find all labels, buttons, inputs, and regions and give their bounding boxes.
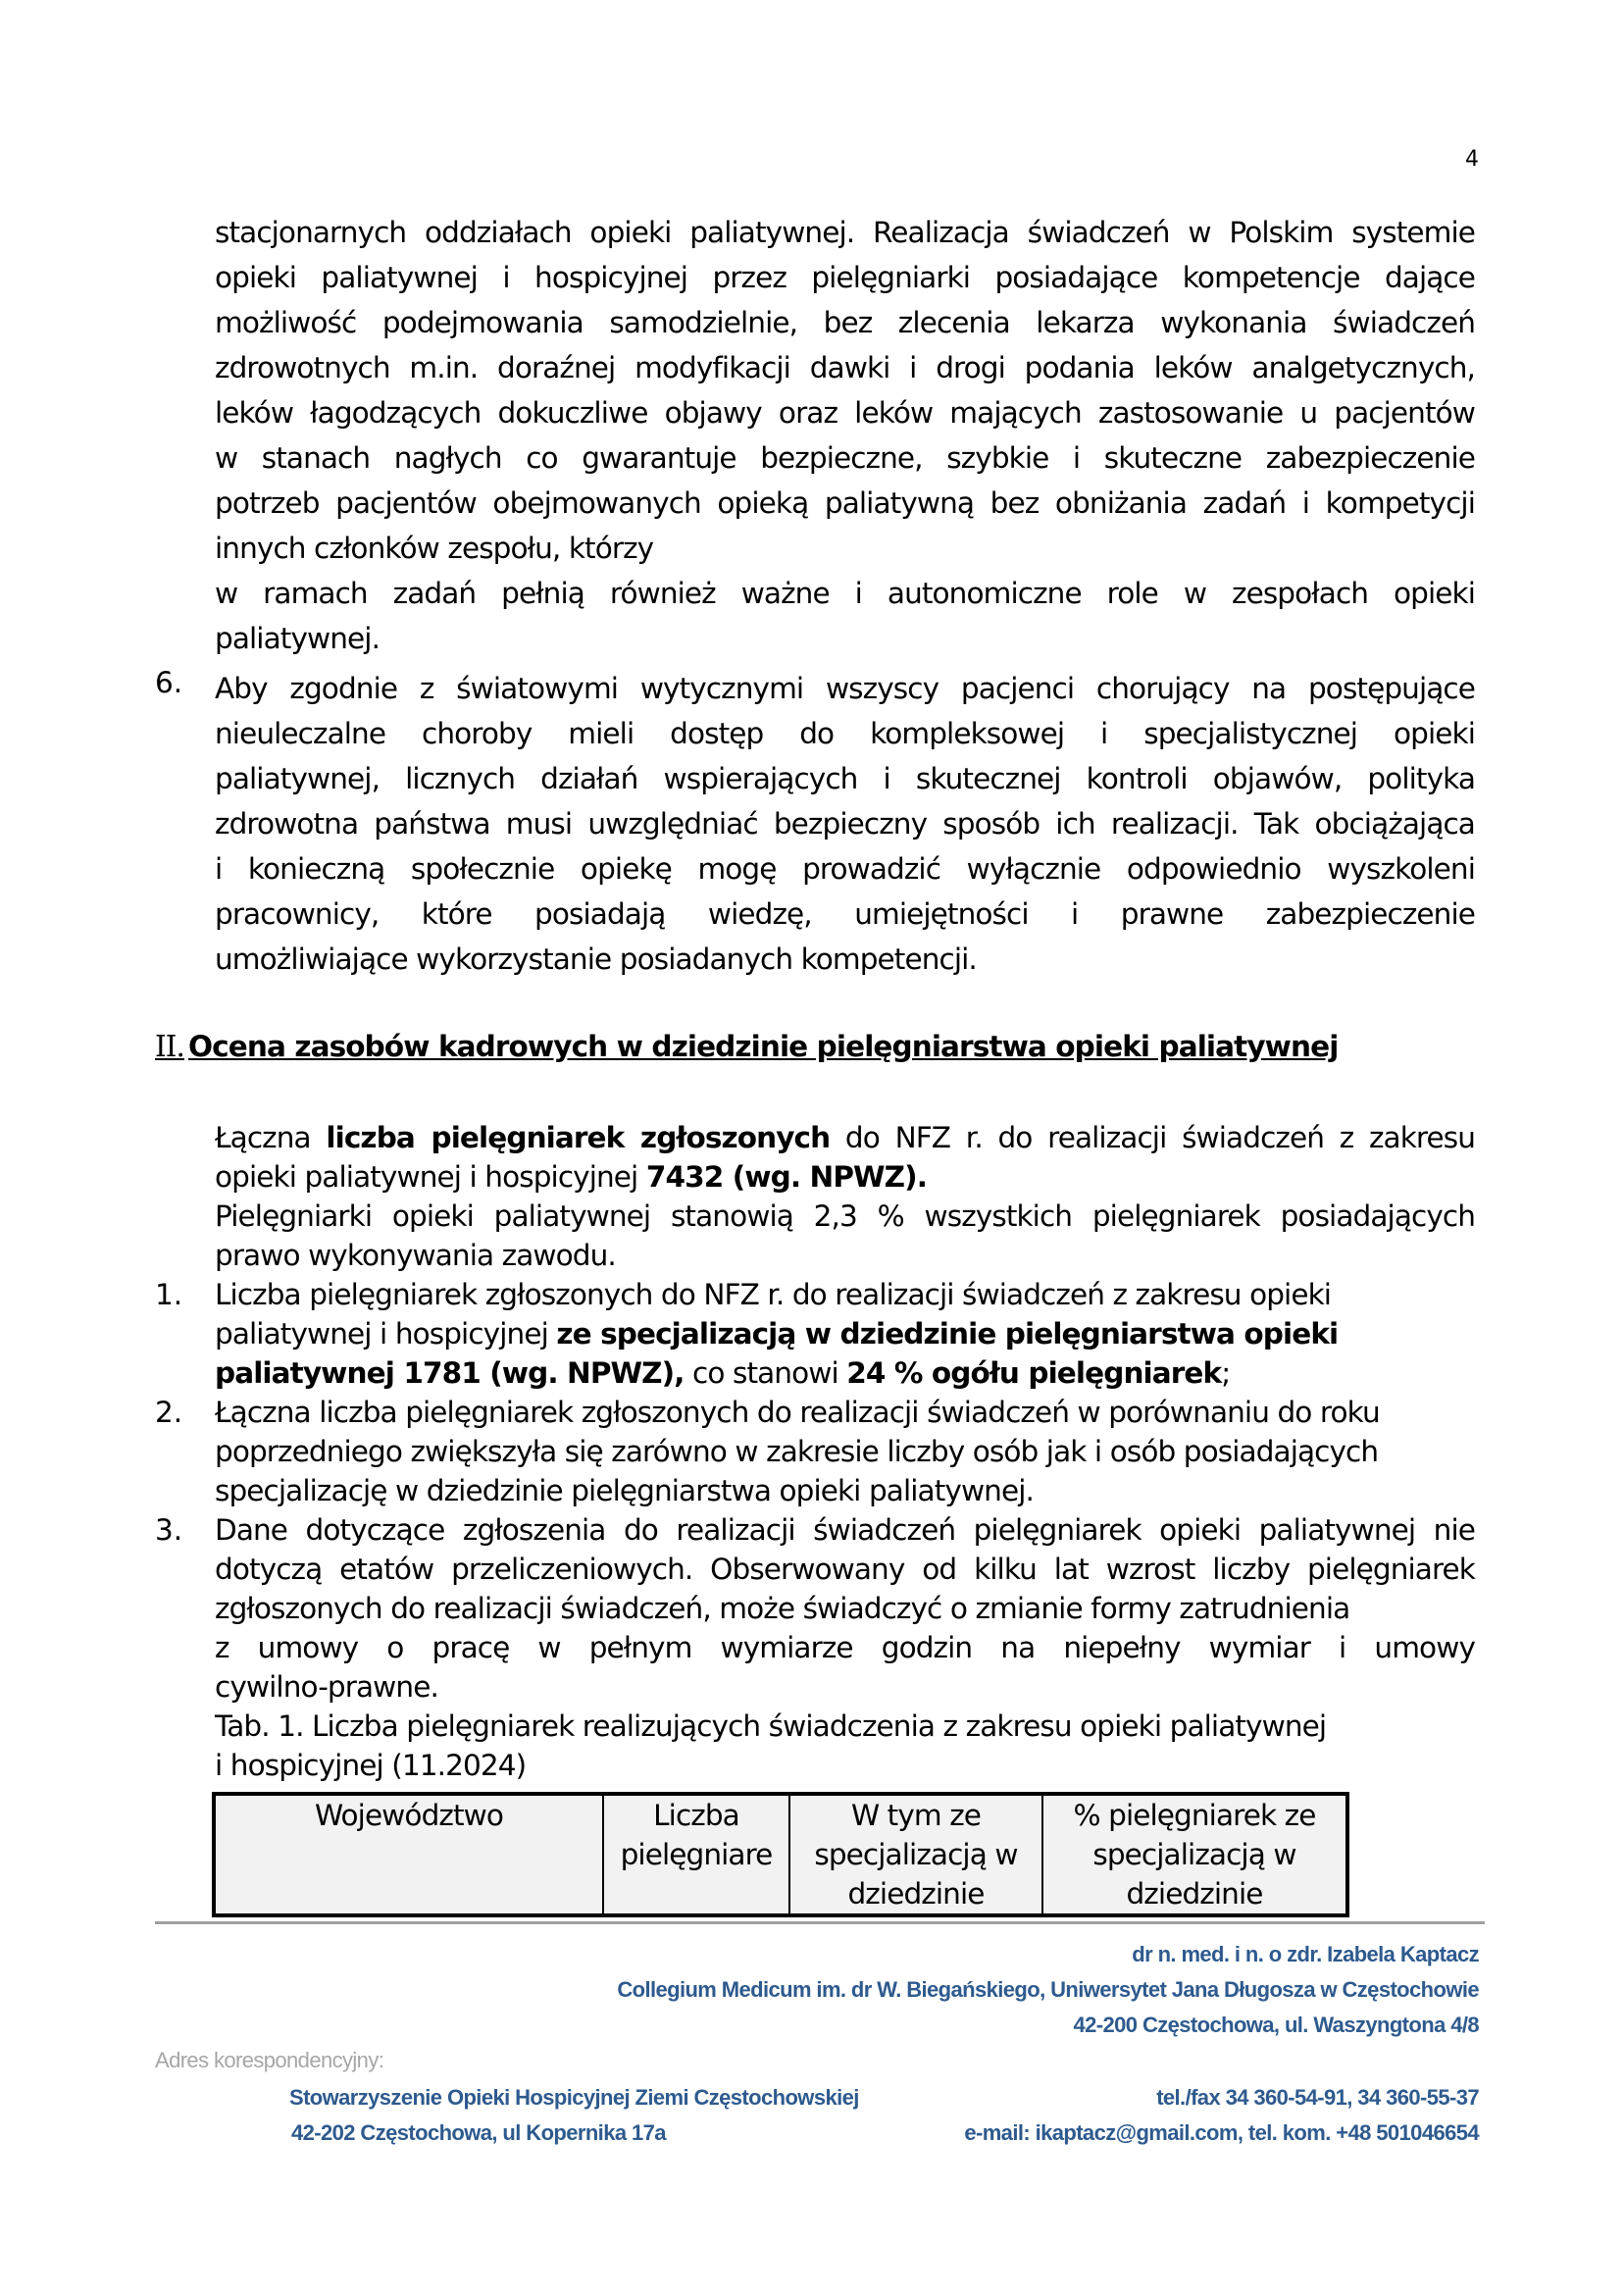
text-line: Łączna liczba pielęgniarek zgłoszonych do realizacji świadczeń w porównaniu do roku bbox=[215, 1396, 1380, 1429]
text-line: możliwość podejmowania samodzielnie, bez zlecenia lekarza wykonania świadczeń bbox=[215, 306, 1475, 339]
list-number: 3. bbox=[155, 1513, 183, 1547]
correspondence-label: Adres korespondencyjny: bbox=[155, 2048, 384, 2072]
footer-divider bbox=[155, 1921, 1485, 1924]
text-line: opieki paliatywnej i hospicyjnej przez pielęgniarki posiadające kompetencje dające bbox=[215, 261, 1475, 294]
footer-org-address: 42-202 Częstochowa, ul Kopernika 17a bbox=[291, 2120, 666, 2145]
text-line: opieki paliatywnej i hospicyjnej 7432 (wg. NPWZ). bbox=[215, 1160, 928, 1194]
text-line: prawo wykonywania zawodu. bbox=[215, 1239, 616, 1272]
text-line: Łączna liczba pielęgniarek zgłoszonych do NFZ r. do realizacji świadczeń z zakresu bbox=[215, 1121, 1475, 1154]
text-line: paliatywnej i hospicyjnej ze specjalizacją w dziedzinie pielęgniarstwa opieki bbox=[215, 1317, 1339, 1351]
text-line: innych członków zespołu, którzy bbox=[215, 532, 654, 565]
text-line: paliatywnej, licznych działań wspierających i skutecznej kontroli objawów, polityka bbox=[215, 762, 1475, 795]
text-line: Pielęgniarki opieki paliatywnej stanowią 2,3 % wszystkich pielęgniarek posiadających bbox=[215, 1199, 1475, 1233]
footer-organization: Stowarzyszenie Opieki Hospicyjnej Ziemi Częstochowskiej bbox=[289, 2085, 859, 2110]
list-number: 2. bbox=[155, 1396, 183, 1429]
header-nurse-count: Liczba pielęgniare bbox=[603, 1794, 789, 1915]
text-line: dotyczą etatów przeliczeniowych. Obserwowany od kilku lat wzrost liczby pielęgniarek bbox=[215, 1553, 1475, 1586]
text-line: leków łagodzących dokuczliwe objawy oraz leków mających zastosowanie u pacjentów bbox=[215, 396, 1475, 430]
text-line: w ramach zadań pełnią również ważne i autonomiczne role w zespołach opieki bbox=[215, 577, 1475, 610]
nurses-table bbox=[212, 1792, 1349, 1917]
header-percent-specialization: % pielęgniarek ze specjalizacją w dziedzinie bbox=[1042, 1794, 1347, 1915]
page-number: 4 bbox=[1465, 147, 1479, 172]
section-title: Ocena zasobów kadrowych w dziedzinie pielęgniarstwa opieki paliatywnej bbox=[187, 1030, 1339, 1063]
footer-institution: Collegium Medicum im. dr W. Biegańskiego, Uniwersytet Jana Długosza w Częstochowie bbox=[617, 1977, 1479, 2002]
text-line: pracownicy, które posiadają wiedzę, umiejętności i prawne zabezpieczenie bbox=[215, 897, 1475, 931]
text-line: zgłoszonych do realizacji świadczeń, może świadczyć o zmianie formy zatrudnienia bbox=[215, 1592, 1350, 1625]
section-intro bbox=[215, 1118, 1475, 1275]
text-line: potrzeb pacjentów obejmowanych opieką paliatywną bez obniżania zadań i kompetycji bbox=[215, 486, 1475, 520]
text-line: Dane dotyczące zgłoszenia do realizacji świadczeń pielęgniarek opieki paliatywnej nie bbox=[215, 1513, 1475, 1547]
footer-email[interactable]: e-mail: ikaptacz@gmail.com, tel. kom. +48 501046654 bbox=[964, 2120, 1479, 2145]
footer-author: dr n. med. i n. o zdr. Izabela Kaptacz bbox=[1132, 1942, 1479, 1966]
text-line: cywilno-prawne. bbox=[215, 1670, 438, 1704]
text-line: paliatywnej. bbox=[215, 622, 381, 655]
intro-paragraph bbox=[215, 210, 1475, 661]
text-line: specjalizację w dziedzinie pielęgniarstwa opieki paliatywnej. bbox=[215, 1474, 1034, 1507]
list-item-6 bbox=[215, 666, 1475, 982]
text-line: Aby zgodnie z światowymi wytycznymi wszyscy pacjenci chorujący na postępujące bbox=[215, 672, 1475, 705]
text-line: nieuleczalne choroby mieli dostęp do kompleksowej i specjalistycznej opieki bbox=[215, 717, 1475, 750]
text-line: zdrowotna państwa musi uwzględniać bezpieczny sposób ich realizacji. Tak obciążająca bbox=[215, 807, 1475, 841]
list-number: 1. bbox=[155, 1278, 183, 1311]
list-number: 6. bbox=[155, 666, 183, 699]
table-caption: i hospicyjnej (11.2024) bbox=[215, 1749, 527, 1782]
section-number: II. bbox=[155, 1030, 184, 1063]
header-with-specialization: W tym ze specjalizacją w dziedzinie bbox=[789, 1794, 1042, 1915]
footer-address: 42-200 Częstochowa, ul. Waszyngtona 4/8 bbox=[1073, 2013, 1479, 2037]
text-line: umożliwiające wykorzystanie posiadanych kompetencji. bbox=[215, 943, 977, 976]
list-item-2 bbox=[215, 1393, 1475, 1510]
footer-phone: tel./fax 34 360-54-91, 34 360-55-37 bbox=[1156, 2085, 1479, 2110]
text-line: poprzedniego zwiększyła się zarówno w zakresie liczby osób jak i osób posiadających bbox=[215, 1435, 1379, 1468]
header-voivodeship: Województwo bbox=[214, 1794, 603, 1915]
text-line: paliatywnej 1781 (wg. NPWZ), co stanowi 24 % ogółu pielęgniarek; bbox=[215, 1356, 1231, 1390]
table-header-row bbox=[214, 1794, 1347, 1915]
text-line: zdrowotnych m.in. doraźnej modyfikacji dawki i drogi podania leków analgetycznych, bbox=[215, 351, 1475, 384]
text-line: i konieczną społecznie opiekę mogę prowadzić wyłącznie odpowiednio wyszkoleni bbox=[215, 852, 1475, 886]
section-heading bbox=[155, 1030, 1338, 1063]
table-caption: Tab. 1. Liczba pielęgniarek realizujących świadczenia z zakresu opieki paliatywnej bbox=[215, 1709, 1327, 1743]
text-line: Liczba pielęgniarek zgłoszonych do NFZ r. do realizacji świadczeń z zakresu opieki bbox=[215, 1278, 1332, 1311]
list-item-1 bbox=[215, 1275, 1475, 1393]
list-item-3 bbox=[215, 1510, 1475, 1785]
text-line: stacjonarnych oddziałach opieki paliatywnej. Realizacja świadczeń w Polskim systemie bbox=[215, 216, 1475, 249]
text-line: z umowy o pracę w pełnym wymiarze godzin na niepełny wymiar i umowy bbox=[215, 1631, 1475, 1664]
text-line: w stanach nagłych co gwarantuje bezpieczne, szybkie i skuteczne zabezpieczenie bbox=[215, 441, 1475, 475]
